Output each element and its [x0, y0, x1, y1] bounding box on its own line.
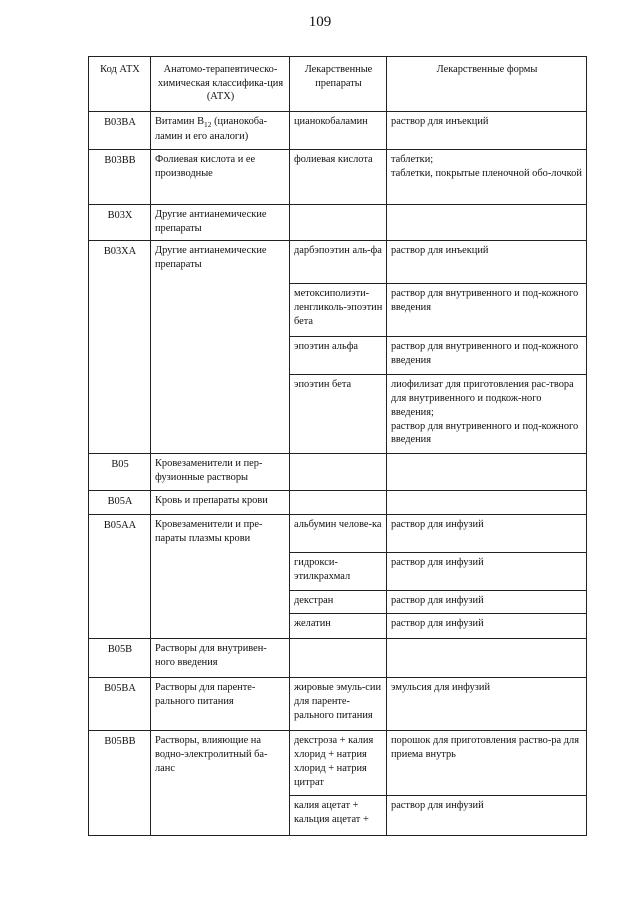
atx-classification: Кровезаменители и пер-фузионные растворы — [151, 454, 290, 491]
atx-table — [88, 56, 587, 836]
table-row — [89, 150, 587, 205]
dosage-form: раствор для инфузий — [387, 614, 587, 639]
drug-name: альбумин челове-ка — [290, 515, 387, 553]
header-drugs: Лекарственные препараты — [290, 57, 387, 112]
drug-name: жировые эмуль-сии для паренте-рального питания — [290, 678, 387, 731]
atx-classification: Витамин $B_{12}$ (цианокоба-ламин и его аналоги) — [151, 112, 290, 150]
atx-code: B05A — [89, 491, 151, 515]
drug-name: метоксиполиэти-ленгликоль-эпоэтин бета — [290, 284, 387, 337]
dosage-form: раствор для внутривенного и под-кожного введения — [387, 337, 587, 375]
drug-name: эпоэтин альфа — [290, 337, 387, 375]
table-row — [89, 491, 587, 515]
header-classification: Анатомо-терапевтическо-химическая классифика-ция (АТХ) — [151, 57, 290, 112]
dosage-form: эмульсия для инфузий — [387, 678, 587, 731]
page-number: 109 — [308, 14, 332, 30]
atx-code: B05AA — [89, 515, 151, 639]
drug-name: желатин — [290, 614, 387, 639]
dosage-form: раствор для инфузий — [387, 591, 587, 614]
dosage-form: раствор для инфузий — [387, 796, 587, 836]
table-row — [89, 515, 587, 553]
table-header-row — [89, 57, 587, 112]
dosage-form: лиофилизат для приготовления рас-твора для внутривенного и подкож-ного введения; раствор для внутривенного и под-кожного введения — [387, 375, 587, 454]
table-row — [89, 639, 587, 678]
atx-code: B03BA — [89, 112, 151, 150]
atx-classification: Растворы для внутривен-ного введения — [151, 639, 290, 678]
drug-name — [290, 491, 387, 515]
dosage-form — [387, 454, 587, 491]
atx-code: B05BA — [89, 678, 151, 731]
atx-classification: Кровь и препараты крови — [151, 491, 290, 515]
table-row — [89, 241, 587, 284]
drug-name — [290, 454, 387, 491]
atx-classification: Другие антианемические препараты — [151, 205, 290, 241]
table-row — [89, 731, 587, 796]
atx-code: B03BB — [89, 150, 151, 205]
dosage-form — [387, 491, 587, 515]
atx-code: B03X — [89, 205, 151, 241]
header-code: Код АТХ — [89, 57, 151, 112]
atx-classification: Кровезаменители и пре-параты плазмы крови — [151, 515, 290, 639]
atx-code: B05B — [89, 639, 151, 678]
table-row — [89, 454, 587, 491]
atx-classification: Растворы для паренте-рального питания — [151, 678, 290, 731]
drug-name: дарбэпоэтин аль-фа — [290, 241, 387, 284]
drug-name — [290, 205, 387, 241]
header-forms: Лекарственные формы — [387, 57, 587, 112]
table-row — [89, 678, 587, 731]
drug-name: эпоэтин бета — [290, 375, 387, 454]
table-row — [89, 112, 587, 150]
dosage-form: раствор для инфузий — [387, 553, 587, 591]
atx-classification: Растворы, влияющие на водно-электролитный ба-ланс — [151, 731, 290, 836]
dosage-form — [387, 205, 587, 241]
drug-name: декстран — [290, 591, 387, 614]
atx-classification: Фолиевая кислота и ее производные — [151, 150, 290, 205]
table-row — [89, 205, 587, 241]
dosage-form: раствор для инфузий — [387, 515, 587, 553]
dosage-form: порошок для приготовления раство-ра для приема внутрь — [387, 731, 587, 796]
dosage-form: раствор для инъекций — [387, 241, 587, 284]
drug-name: фолиевая кислота — [290, 150, 387, 205]
dosage-form: таблетки; таблетки, покрытые пленочной обо-лочкой — [387, 150, 587, 205]
dosage-form: раствор для внутривенного и под-кожного введения — [387, 284, 587, 337]
drug-name: гидрокси-этилкрахмал — [290, 553, 387, 591]
atx-classification: Другие антианемические препараты — [151, 241, 290, 454]
atx-code: B03XA — [89, 241, 151, 454]
drug-name: калия ацетат + кальция ацетат + — [290, 796, 387, 836]
dosage-form — [387, 639, 587, 678]
drug-name: цианокобаламин — [290, 112, 387, 150]
drug-name: декстроза + калия хлорид + натрия хлорид + натрия цитрат — [290, 731, 387, 796]
atx-code: B05BB — [89, 731, 151, 836]
dosage-form: раствор для инъекций — [387, 112, 587, 150]
drug-name — [290, 639, 387, 678]
atx-code: B05 — [89, 454, 151, 491]
